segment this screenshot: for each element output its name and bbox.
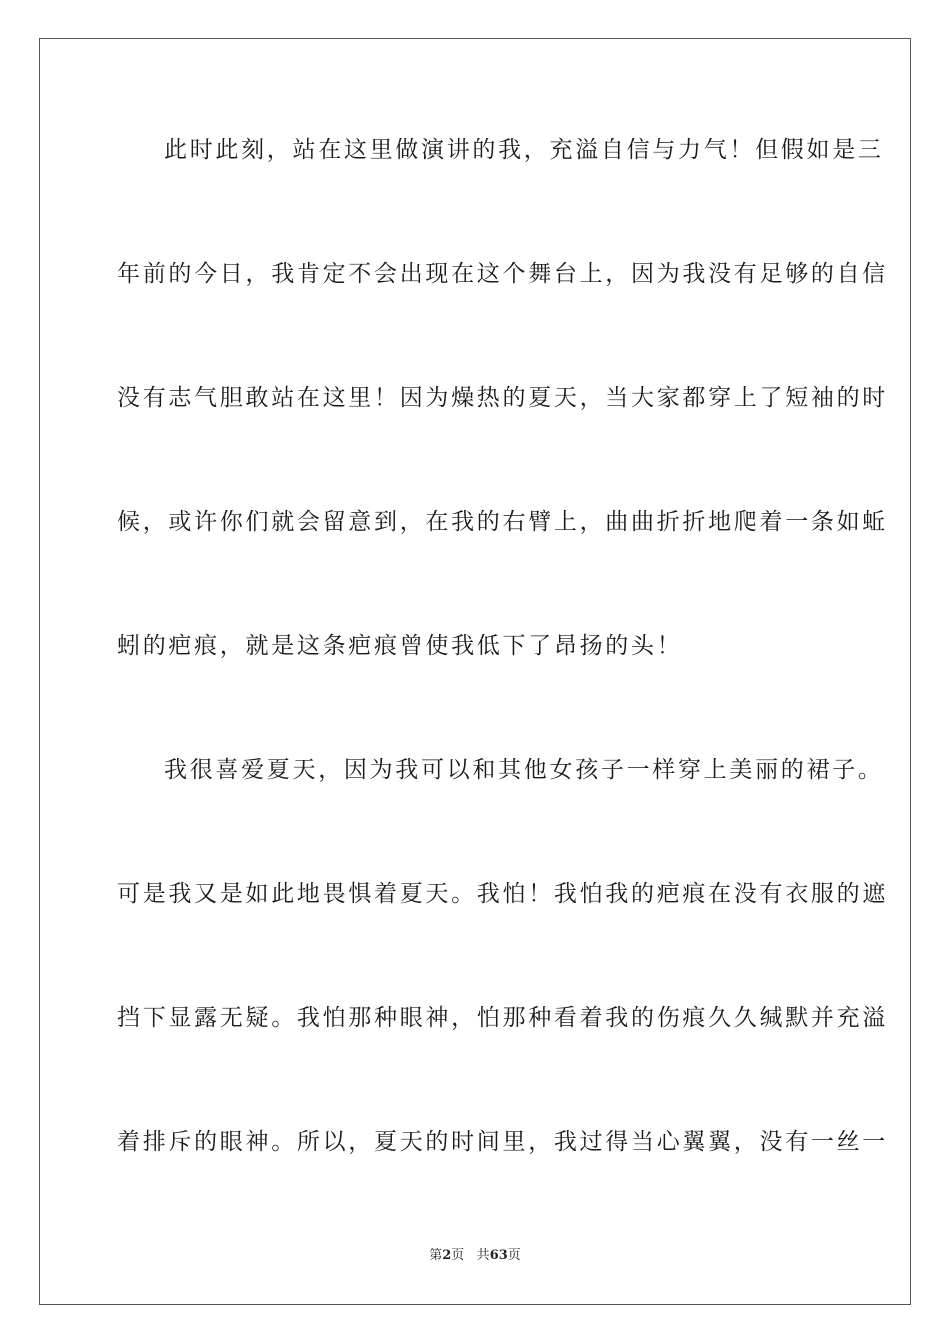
total-pages: 63: [489, 1248, 508, 1263]
total-pages-prefix: 共: [476, 1248, 490, 1263]
text-line: 着排斥的眼神。所以，夏天的时间里，我过得当心翼翼，没有一丝一: [117, 1129, 888, 1155]
text-line: 年前的今日，我肯定不会出现在这个舞台上，因为我没有足够的自信: [117, 261, 888, 287]
page-label-suffix: 页: [451, 1248, 465, 1263]
text-line: 此时此刻，站在这里做演讲的我，充溢自信与力气！但假如是三: [164, 137, 884, 163]
text-line: 我很喜爱夏天，因为我可以和其他女孩子一样穿上美丽的裙子。: [164, 757, 884, 783]
page-number: 2: [442, 1248, 452, 1263]
total-pages-suffix: 页: [507, 1248, 521, 1263]
text-line: 挡下显露无疑。我怕那种眼神，怕那种看着我的伤痕久久缄默并充溢: [117, 1005, 888, 1031]
text-line: 蚓的疤痕，就是这条疤痕曾使我低下了昂扬的头！: [117, 633, 683, 659]
text-line: 没有志气胆敢站在这里！因为燥热的夏天，当大家都穿上了短袖的时: [117, 385, 888, 411]
text-line: 可是我又是如此地畏惧着夏天。我怕！我怕我的疤痕在没有衣服的遮: [117, 881, 888, 907]
page-footer: [0, 1247, 950, 1265]
text-line: 候，或许你们就会留意到，在我的右臂上，曲曲折折地爬着一条如蚯: [117, 509, 888, 535]
page-label-prefix: 第: [429, 1248, 443, 1263]
page-border: [39, 38, 911, 1305]
